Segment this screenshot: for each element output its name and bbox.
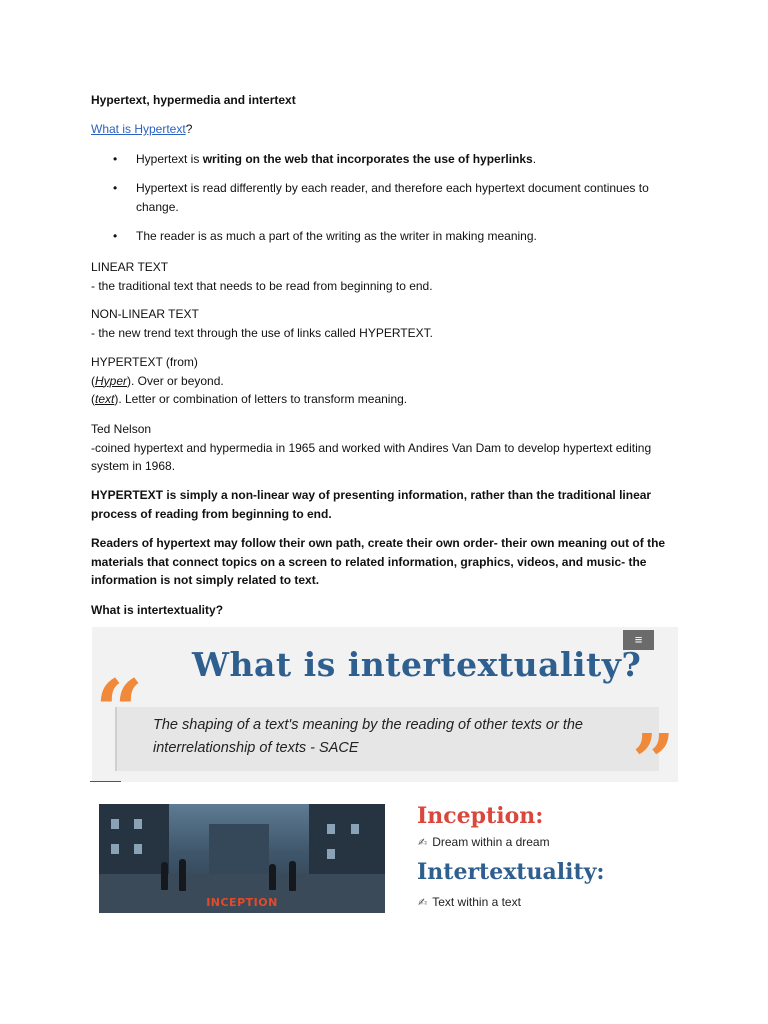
- ted-nelson-desc: -coined hypertext and hypermedia in 1965 and worked with Andires Van Dam to develop hypertext editing system in 1968.: [91, 440, 652, 473]
- nonlinear-text-desc: - the new trend text through the use of links called HYPERTEXT.: [91, 325, 433, 340]
- question-hypertext: [91, 122, 192, 136]
- banner-headline: What is intertextuality?: [192, 645, 642, 684]
- hyper-rest: ). Over or beyond.: [127, 373, 224, 388]
- hypertext-origin-section: [91, 353, 681, 409]
- page-title: Hypertext, hypermedia and intertext: [91, 93, 296, 107]
- window-shape: [111, 819, 119, 829]
- divider: [90, 781, 121, 782]
- what-is-hypertext-link[interactable]: What is Hypertext: [91, 122, 186, 136]
- person-silhouette: [269, 864, 276, 890]
- quote-box: [115, 707, 659, 771]
- nonlinear-text-section: [91, 305, 681, 342]
- definition-1-text: HYPERTEXT is simply a non-linear way of presenting information, rather than the traditional linear process of reading from beginning to end.: [91, 488, 652, 521]
- open-quote-icon: “: [95, 661, 144, 760]
- hypertext-origin-heading: HYPERTEXT (from): [91, 355, 198, 369]
- paren-open: (: [91, 373, 95, 388]
- window-shape: [327, 849, 335, 859]
- question-intertextuality-text: What is intertextuality?: [91, 603, 224, 617]
- ted-nelson-section: [91, 420, 681, 476]
- person-silhouette: [179, 859, 186, 891]
- intertextuality-banner-image: [92, 627, 678, 782]
- pointing-hand-icon: ✍: [418, 897, 428, 909]
- nonlinear-text-heading: NON-LINEAR TEXT: [91, 307, 199, 321]
- window-shape: [111, 844, 119, 854]
- inception-poster-image: [99, 804, 385, 913]
- poster-logo: INCEPTION: [206, 896, 278, 909]
- hypertext-definition-2: [91, 534, 681, 590]
- ted-nelson-heading: Ted Nelson: [91, 422, 152, 436]
- hyper-definition: [91, 372, 681, 391]
- menu-icon[interactable]: ≡: [623, 630, 654, 650]
- building-shape: [309, 804, 385, 882]
- linear-text-section: [91, 258, 681, 295]
- bullet-dot: •: [113, 229, 118, 243]
- bullet-1-pre: Hypertext is: [136, 152, 203, 166]
- text-word: text: [95, 392, 115, 406]
- inception-heading: Inception:: [417, 803, 544, 829]
- bullet-2-text: Hypertext is read differently by each reader, and therefore each hypertext document continues to change.: [136, 181, 649, 214]
- intertextuality-line-text: Text within a text: [432, 895, 521, 909]
- quote-text: The shaping of a text's meaning by the reading of other texts or the interrelationship of texts - SACE: [153, 717, 583, 756]
- list-item: [91, 179, 681, 217]
- linear-text-heading: LINEAR TEXT: [91, 260, 169, 274]
- bullet-1-bold: writing on the web that incorporates the use of hyperlinks: [202, 152, 533, 166]
- person-silhouette: [161, 862, 168, 890]
- list-item: [91, 150, 681, 169]
- question-intertextuality: [91, 601, 681, 620]
- building-shape: [209, 824, 269, 879]
- intertextuality-heading: Intertextuality:: [417, 859, 605, 885]
- window-shape: [134, 819, 142, 829]
- bullet-3-text: The reader is as much a part of the writing as the writer in making meaning.: [136, 229, 537, 243]
- window-shape: [351, 824, 359, 834]
- person-silhouette: [289, 861, 296, 891]
- pointing-hand-icon: ✍: [418, 837, 428, 849]
- intertextuality-line: [418, 895, 521, 909]
- window-shape: [134, 844, 142, 854]
- linear-text-desc: - the traditional text that needs to be read from beginning to end.: [91, 278, 433, 293]
- bullet-dot: •: [113, 152, 118, 166]
- bullet-1-post: .: [532, 152, 537, 166]
- hypertext-definition-1: [91, 486, 681, 523]
- text-definition: [91, 390, 681, 409]
- window-shape: [327, 824, 335, 834]
- bullet-list: [91, 150, 681, 256]
- paren-open: (: [91, 392, 95, 406]
- text-rest: ). Letter or combination of letters to transform meaning.: [114, 392, 408, 406]
- question-mark: ?: [185, 122, 193, 136]
- list-item: [91, 227, 681, 246]
- inception-line-text: Dream within a dream: [432, 835, 550, 849]
- inception-comparison-image: [412, 795, 677, 912]
- close-quote-icon: ”: [632, 719, 675, 782]
- inception-line: [418, 835, 550, 849]
- definition-2-text: Readers of hypertext may follow their own path, create their own order- their own meaning out of the materials that connect topics on a screen to related information, graphics, videos, and music- the information is not simply related to text.: [91, 536, 666, 587]
- hyper-word: Hyper: [95, 373, 128, 388]
- bullet-dot: •: [113, 181, 118, 195]
